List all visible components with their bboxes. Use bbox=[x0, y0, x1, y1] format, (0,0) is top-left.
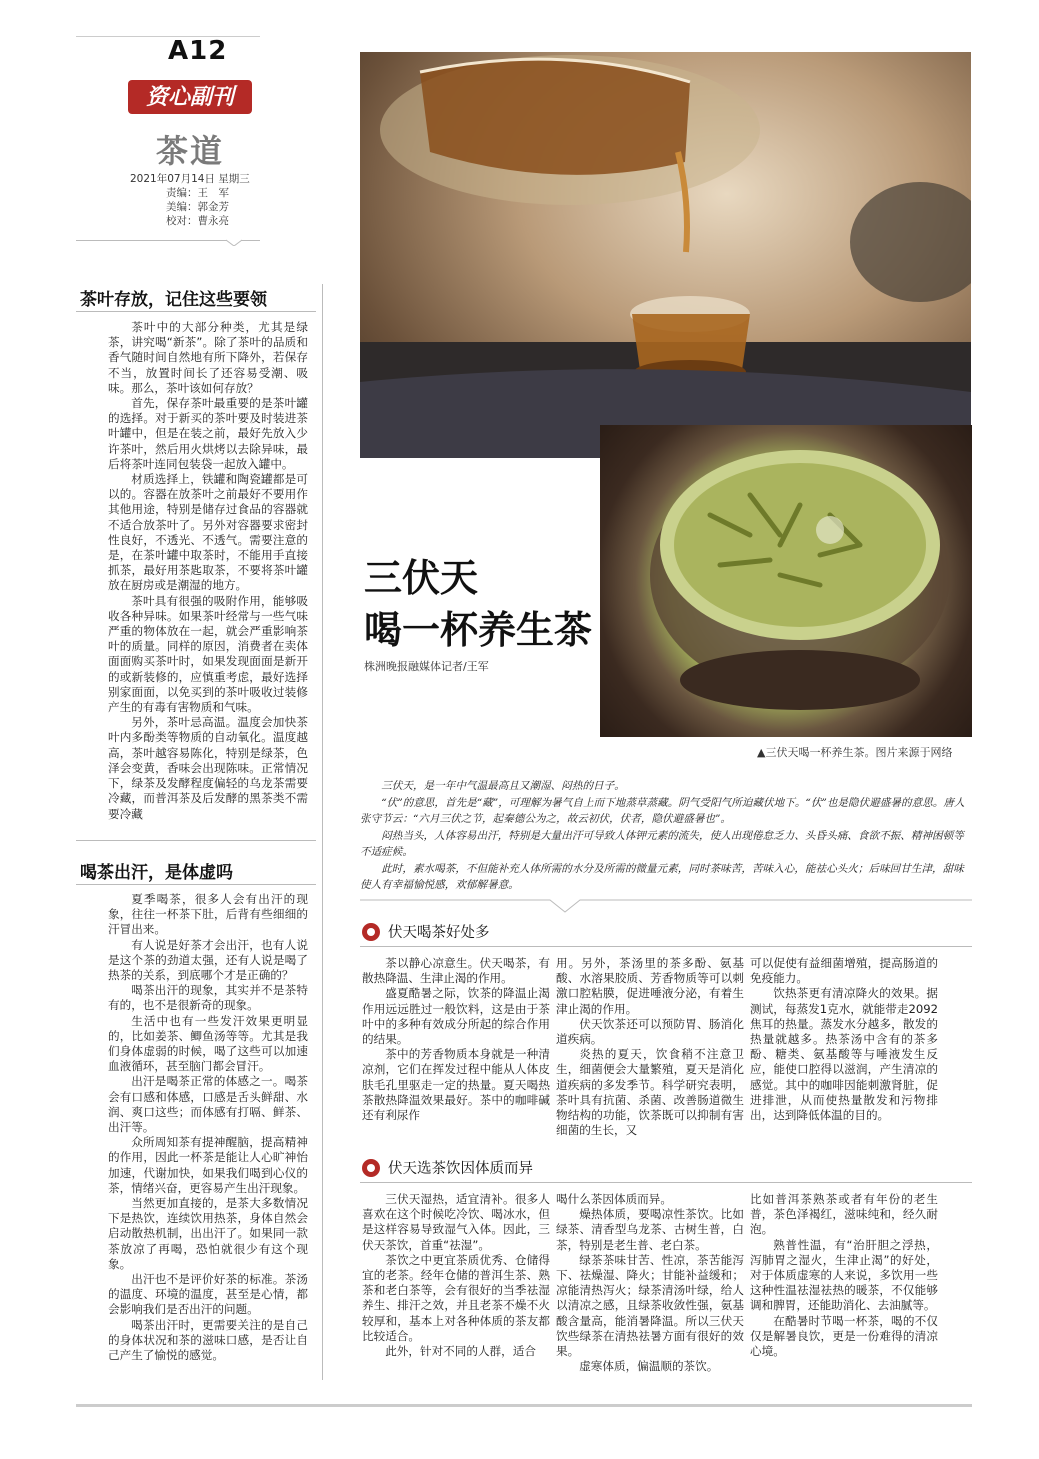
paragraph: 当然更加直接的，是茶大多数情况下是热饮，连续饮用热茶，身体自然会启动散热机制，出出汗了。如果同一款茶放凉了再喝，恐怕就很少有这个现象。 bbox=[108, 1196, 308, 1271]
bullet-icon bbox=[362, 923, 380, 941]
paragraph: 喝什么茶因体质而异。 bbox=[556, 1192, 672, 1206]
masthead-logo: 资心副刊 bbox=[128, 80, 252, 114]
paragraph: 可以促使有益细菌增殖，提高肠道的免疫能力。 bbox=[750, 956, 938, 986]
paragraph: 生活中也有一些发汗效果更明显的，比如姜茶、鲫鱼汤等等。尤其是我们身体虚弱的时候，喝了这些可以加速血液循环，甚至脑门都会冒汗。 bbox=[108, 1013, 308, 1074]
green-tea-illustration bbox=[600, 425, 972, 737]
sidebar-article2-title: 喝茶出汗，是体虚吗 bbox=[80, 863, 233, 883]
section1-heading-text: 伏天喝茶好处多 bbox=[388, 925, 490, 941]
proofreader-credit: 校对：曹永亮 bbox=[166, 215, 229, 227]
paragraph: 盛夏酷暑之际，饮茶的降温止渴作用远远胜过一般饮料，这是由于茶叶中的多种有效成分所起的综合作用的结果。 bbox=[362, 986, 550, 1047]
sidebar-article2-body bbox=[108, 892, 308, 1363]
paragraph: 用。另外，茶汤里的茶多酚、氨基酸、水溶果胶质、芳香物质等可以刺激口腔粘膜，促进唾液分泌，有着生津止渴的作用。 bbox=[556, 956, 744, 1016]
bottom-rule bbox=[76, 1404, 972, 1407]
issue-date: 2021年07月14日 星期三 bbox=[130, 173, 250, 185]
paragraph: 喝茶出汗的现象，其实并不是茶特有的，也不是很新奇的现象。 bbox=[108, 983, 308, 1013]
page-number: A12 bbox=[168, 36, 228, 66]
sidebar-article1-rule bbox=[76, 311, 316, 312]
section1-col1 bbox=[362, 956, 550, 1123]
intro-paragraph: “伏”的意思，首先是“藏”，可理解为暑气自上而下地蒸草蒸藏。阴气受阳气所迫藏伏地下。“伏”也是隐伏避盛暑的意思。唐人张守节云：“六月三伏之节，起秦德公为之，故云初伏，伏者，隐伏避盛暑也”。 bbox=[360, 796, 965, 825]
paragraph: 燥热体质，要喝凉性茶饮。比如绿茶、清香型乌龙茶、古树生普，白茶，特别是老生普、老白茶。 bbox=[556, 1207, 744, 1252]
paragraph: 熟普性温，有“治肝胆之浮热，泻肺胃之湿火，生津止渴”的好处，对于体质虚寒的人来说，多饮用一些这种性温祛湿祛热的暖茶，不仅能够调和脾胃，还能助消化、去油腻等。 bbox=[750, 1237, 938, 1313]
sidebar-article1-body bbox=[108, 320, 308, 822]
intro-paragraph: 三伏天，是一年中气温最高且又潮湿、闷热的日子。 bbox=[381, 780, 625, 792]
photo-caption: ▲三伏天喝一杯养生茶。图片来源于网络 bbox=[757, 746, 953, 759]
paragraph: 出汗也不是评价好茶的标准。茶汤的温度、环境的温度，甚至是心情，都会影响我们是否出汗的问题。 bbox=[108, 1272, 308, 1317]
paragraph: 首先，保存茶叶最重要的是茶叶罐的选择。对于新买的茶叶要及时装进茶叶罐中，但是在装之前，最好先放入少许茶叶，然后用火烘烤以去除异味，最后将茶叶连同包装袋一起放入罐中。 bbox=[108, 396, 308, 471]
paragraph: 出汗是喝茶正常的体感之一。喝茶会有口感和体感，口感是舌头鲜甜、水润、爽口这些；而体感有打嗝、鲜茶、出汗等。 bbox=[108, 1074, 308, 1135]
paragraph: 夏季喝茶，很多人会有出汗的现象，往往一杯茶下肚，后背有些细细的汗冒出来。 bbox=[108, 892, 308, 937]
paragraph: 茶饮之中更宜茶质优秀、仓储得宜的老茶。经年仓储的普洱生茶、熟茶和老白茶等，会有很好的当季祛湿养生、排汗之效，并且老茶不燥不火较厚和，基本上对各种体质的茶友都比较适合。 bbox=[362, 1252, 550, 1343]
section1-rule bbox=[360, 946, 972, 947]
section2-heading-text: 伏天选茶饮因体质而异 bbox=[388, 1161, 533, 1177]
feature-title-line1: 三伏天 bbox=[364, 556, 479, 600]
header-rule-notch bbox=[226, 236, 242, 246]
paragraph: 众所周知茶有提神醒脑，提高精神的作用，因此一杯茶是能让人心旷神怡加速，代谢加快，如果我们喝到心仪的茶，情绪兴奋，更容易产生出汗现象。 bbox=[108, 1135, 308, 1195]
paragraph: 茶叶中的大部分种类，尤其是绿茶，讲究喝“新茶”。除了茶叶的品质和香气随时间自然地有所下降外，若保存不当，放置时间长了还容易受潮、吸味。那么，茶叶该如何存放？ bbox=[108, 320, 308, 395]
feature-intro bbox=[360, 778, 972, 894]
feature-title-line2: 喝一杯养生茶 bbox=[364, 608, 593, 652]
sidebar-article2-rule bbox=[76, 884, 316, 885]
section2-col1 bbox=[362, 1192, 550, 1359]
sidebar-article1-title: 茶叶存放，记住这些要领 bbox=[80, 290, 267, 310]
tea-pouring-photo bbox=[360, 52, 971, 458]
section1-col3 bbox=[750, 956, 938, 1123]
paragraph: 茶叶具有很强的吸附作用，能够吸收各种异味。如果茶叶经常与一些气味严重的物体放在一起，就会严重影响茶叶的质量。同样的原因，消费者在卖体面面购买茶叶时，如果发现面面是新开的或新装修的，应慎重考虑，最好选择别家面面，以免买到的茶叶吸收过装修产生的有毒有害物质和气味。 bbox=[108, 593, 308, 715]
section-title: 茶道 bbox=[156, 132, 225, 170]
paragraph: 另外，茶叶忌高温。温度会加快茶叶内多酚类等物质的自动氧化。温度越高，茶叶越容易陈化，特别是绿茶，色泽会变黄，香味会出现陈味。正常情况下，绿茶及发酵程度偏轻的乌龙茶需要冷藏，而普洱茶及后发酵的黑茶类不需要冷藏 bbox=[108, 715, 308, 821]
paragraph: 此外，针对不同的人群，适合 bbox=[385, 1344, 536, 1359]
paragraph: 材质选择上，铁罐和陶瓷罐都是可以的。容器在放茶叶之前最好不要用作其他用途，特别是储存过食品的容器就不适合放茶叶了。另外对容器要求密封性良好，不透光、不透气。需要注意的是，在茶叶罐中取茶时，不能用手直接抓茶，最好用茶匙取茶，不要将茶叶罐放在厨房或是潮湿的地方。 bbox=[108, 472, 308, 593]
edition-meta bbox=[130, 172, 250, 228]
section2-heading bbox=[362, 1157, 533, 1178]
section2-rule bbox=[360, 1182, 972, 1183]
feature-title bbox=[364, 552, 592, 656]
paragraph: 比如普洱茶熟茶或者有年份的老生普，茶色泽褐红，滋味纯和，经久耐泡。 bbox=[750, 1192, 938, 1237]
section2-col2 bbox=[556, 1192, 744, 1374]
paragraph: 绿茶茶味甘苦、性凉，茶苦能泻下、祛燥湿、降火；甘能补益缓和；凉能清热泻火；绿茶清汤叶绿，给人以清凉之感，且绿茶收敛性强，氨基酸含量高，能消暑降温。所以三伏天饮些绿茶在清热祛暑方面有很好的效果。 bbox=[556, 1252, 744, 1359]
section1-heading bbox=[362, 921, 490, 942]
paragraph: 伏天饮茶还可以预防胃、肠消化道疾病。 bbox=[556, 1016, 744, 1047]
editor-credit: 责编：王 军 bbox=[166, 187, 229, 199]
column-rule bbox=[322, 284, 323, 1380]
paragraph: 炎热的夏天，饮食稍不注意卫生，细菌便会大量繁殖，夏天是消化道疾病的多发季节。科学研究表明，茶叶具有抗菌、杀菌、改善肠道微生物结构的功能，饮茶既可以抑制有害细菌的生长，又 bbox=[556, 1047, 744, 1138]
designer-credit: 美编：郭金芳 bbox=[166, 201, 229, 213]
green-tea-photo bbox=[600, 425, 972, 737]
section1-col2 bbox=[556, 956, 744, 1138]
paragraph: 茶以静心凉意生。伏天喝茶，有散热降温、生津止渴的作用。 bbox=[362, 956, 550, 986]
paragraph: 在酷暑时节喝一杯茶，喝的不仅仅是解暑良饮，更是一份难得的清凉心境。 bbox=[750, 1313, 938, 1359]
intro-paragraph: 闷热当头，人体容易出汗，特别是大量出汗可导致人体钾元素的流失，使人出现倦怠乏力、头昏头痛、食欲不振、精神困顿等不适症候。 bbox=[360, 829, 964, 858]
feature-byline: 株洲晚报融媒体记者/王军 bbox=[364, 660, 489, 673]
section2-col3 bbox=[750, 1192, 938, 1359]
paragraph: 有人说是好茶才会出汗，也有人说是这个茶的劲道太强，还有人说是喝了热茶的关系，到底哪个才是正确的？ bbox=[108, 937, 308, 983]
bullet-icon bbox=[362, 1159, 380, 1177]
sidebar-divider bbox=[76, 840, 316, 841]
paragraph: 三伏天湿热，适宜清补。很多人喜欢在这个时候吃冷饮、喝冰水，但是这样容易导致湿气入体。因此，三伏天茶饮，首重“祛湿”。 bbox=[362, 1192, 550, 1252]
tea-pouring-illustration bbox=[360, 52, 971, 458]
paragraph: 虚寒体质，偏温顺的茶饮。 bbox=[579, 1359, 719, 1374]
paragraph: 茶中的芳香物质本身就是一种清凉剂，它们在挥发过程中能从人体皮肤毛孔里驱走一定的热量。夏天喝热茶散热降温效果最好。茶中的咖啡碱还有利尿作 bbox=[362, 1047, 550, 1123]
intro-paragraph: 此时，素水喝茶，不但能补充人体所需的水分及所需的微量元素，同时茶味苦，苦味入心，能祛心头火；后味回甘生津，甜味使人有幸福愉悦感，欢郁解暑意。 bbox=[360, 862, 964, 891]
paragraph: 喝茶出汗时，更需要关注的是自己的身体状况和茶的滋味口感，是否让自己产生了愉悦的感觉。 bbox=[108, 1317, 308, 1363]
paragraph: 饮热茶更有清凉降火的效果。据测试，每蒸发1克水，就能带走2092焦耳的热量。蒸发水分越多，散发的热量就越多。热茶汤中含有的茶多酚、糖类、氨基酸等与唾液发生反应，能使口腔得以滋润，产生清凉的感觉。其中的咖啡因能刺激肾脏，促进排泄，从而使热量散发和污物排出，达到降低体温的目的。 bbox=[750, 986, 938, 1123]
intro-divider bbox=[360, 898, 972, 914]
